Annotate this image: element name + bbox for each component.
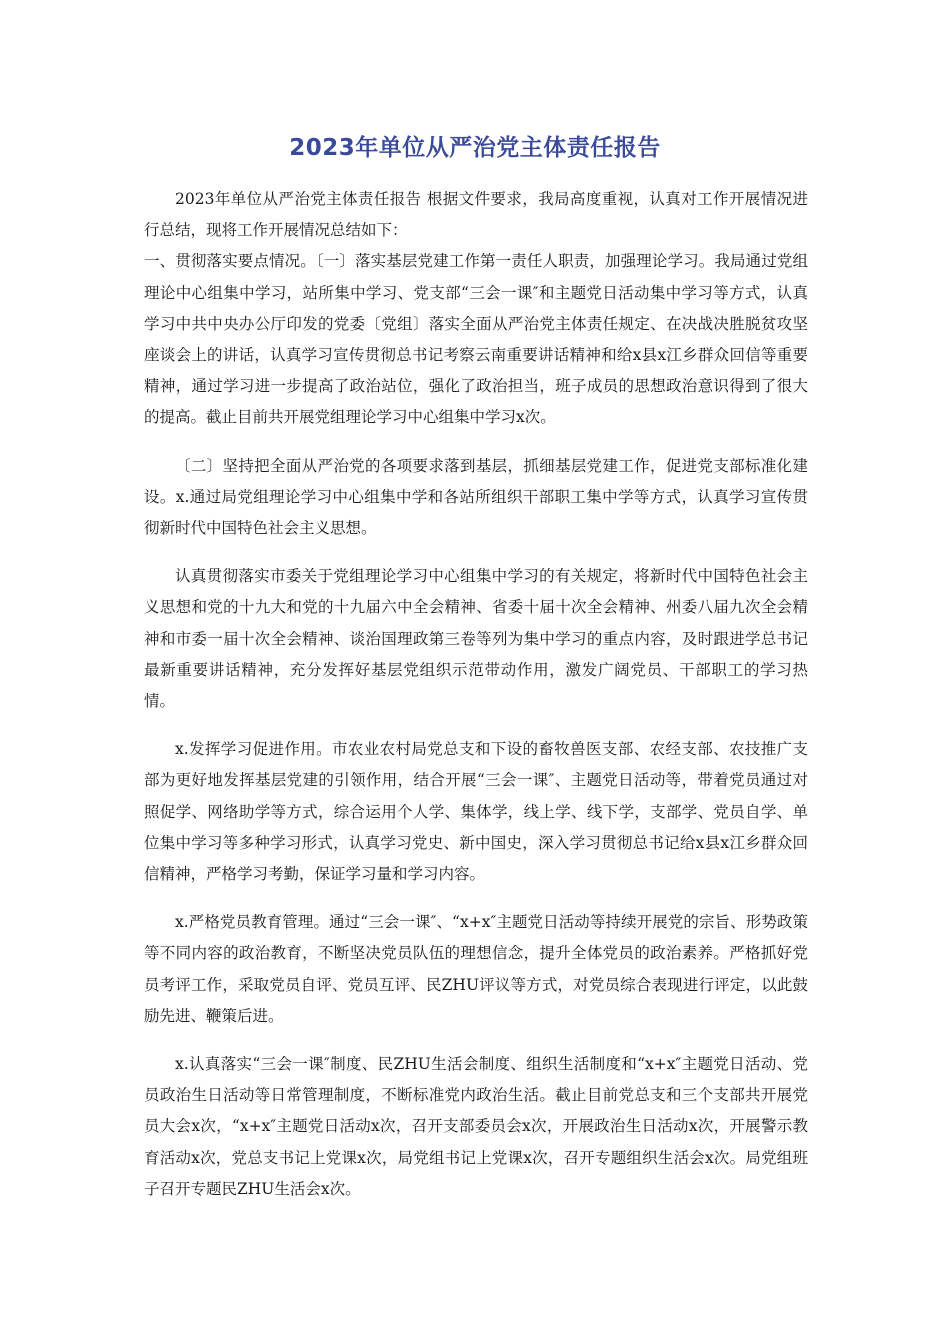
document-title: 2023年单位从严治党主体责任报告 [289,135,661,161]
paragraph-section-one: 一、贯彻落实要点情况。〔一〕落实基层党建工作第一责任人职责，加强理论学习。我局通过党组理论中心组集中学习，站所集中学习、党支部“三会一课″和主题党日活动集中学习等方式，认真学习中共中央办公厅印发的党委〔党组〕落实全面从严治党主体责任规定、在决战决胜脱贫攻坚座谈会上的讲话，认真学习宣传贯彻总书记考察云南重要讲话精神和给x县x江乡群众回信等重要精神，通过学习进一步提高了政治站位，强化了政治担当，班子成员的思想政治意识得到了很大的提高。截止目前共开展党组理论学习中心组集中学习x次。 [144,252,808,427]
paragraph-member-management: x.严格党员教育管理。通过“三会一课″、“x+x″主题党日活动等持续开展党的宗旨、形势政策等不同内容的政治教育，不断坚决党员队伍的理想信念，提升全体党员的政治素养。严格抓好党员考评工作，采取党员自评、党员互评、民ZHU评议等方式，对党员综合表现进行评定，以此鼓励先进、鞭策后进。 [144,913,808,1025]
paragraph-study-rules: 认真贯彻落实市委关于党组理论学习中心组集中学习的有关规定，将新时代中国特色社会主义思想和党的十九大和党的十九届六中全会精神、省委十届十次全会精神、州委八届九次全会精神和市委一届十次全会精神、谈治国理政第三卷等列为集中学习的重点内容，及时跟进学总书记最新重要讲话精神，充分发挥好基层党组织示范带动作用，激发广阔党员、干部职工的学习热情。 [144,567,808,711]
paragraph-learning-promotion: x.发挥学习促进作用。市农业农村局党总支和下设的畜牧兽医支部、农经支部、农技推广支部为更好地发挥基层党建的引领作用，结合开展“三会一课″、主题党日活动等，带着党员通过对照促学、网络助学等方式，综合运用个人学、集体学，线上学、线下学，支部学、党员自学、单位集中学习等多种学习形式，认真学习党史、新中国史，深入学习贯彻总书记给x县x江乡群众回信精神，严格学习考勤，保证学习量和学习内容。 [144,740,808,884]
paragraph-intro: 2023年单位从严治党主体责任报告 根据文件要求，我局高度重视，认真对工作开展情况进行总结，现将工作开展情况总结如下： [144,190,808,240]
document-body [144,184,808,1205]
paragraph-system-implementation: x.认真落实“三会一课″制度、民ZHU生活会制度、组织生活制度和“x+x″主题党日活动、党员政治生日活动等日常管理制度，不断标准党内政治生活。截止目前党总支和三个支部共开展党员大会x次，“x+x″主题党日活动x次，召开支部委员会x次，开展政治生日活动x次，开展警示教育活动x次，党总支书记上党课x次，局党组书记上党课x次，召开专题组织生活会x次。局党组班子召开专题民ZHU生活会x次。 [144,1055,808,1198]
paragraph-section-two: 〔二〕坚持把全面从严治党的各项要求落到基层，抓细基层党建工作，促进党支部标准化建设。x.通过局党组理论学习中心组集中学和各站所组织干部职工集中学等方式，认真学习宣传贯彻新时代中国特色社会主义思想。 [144,456,808,538]
